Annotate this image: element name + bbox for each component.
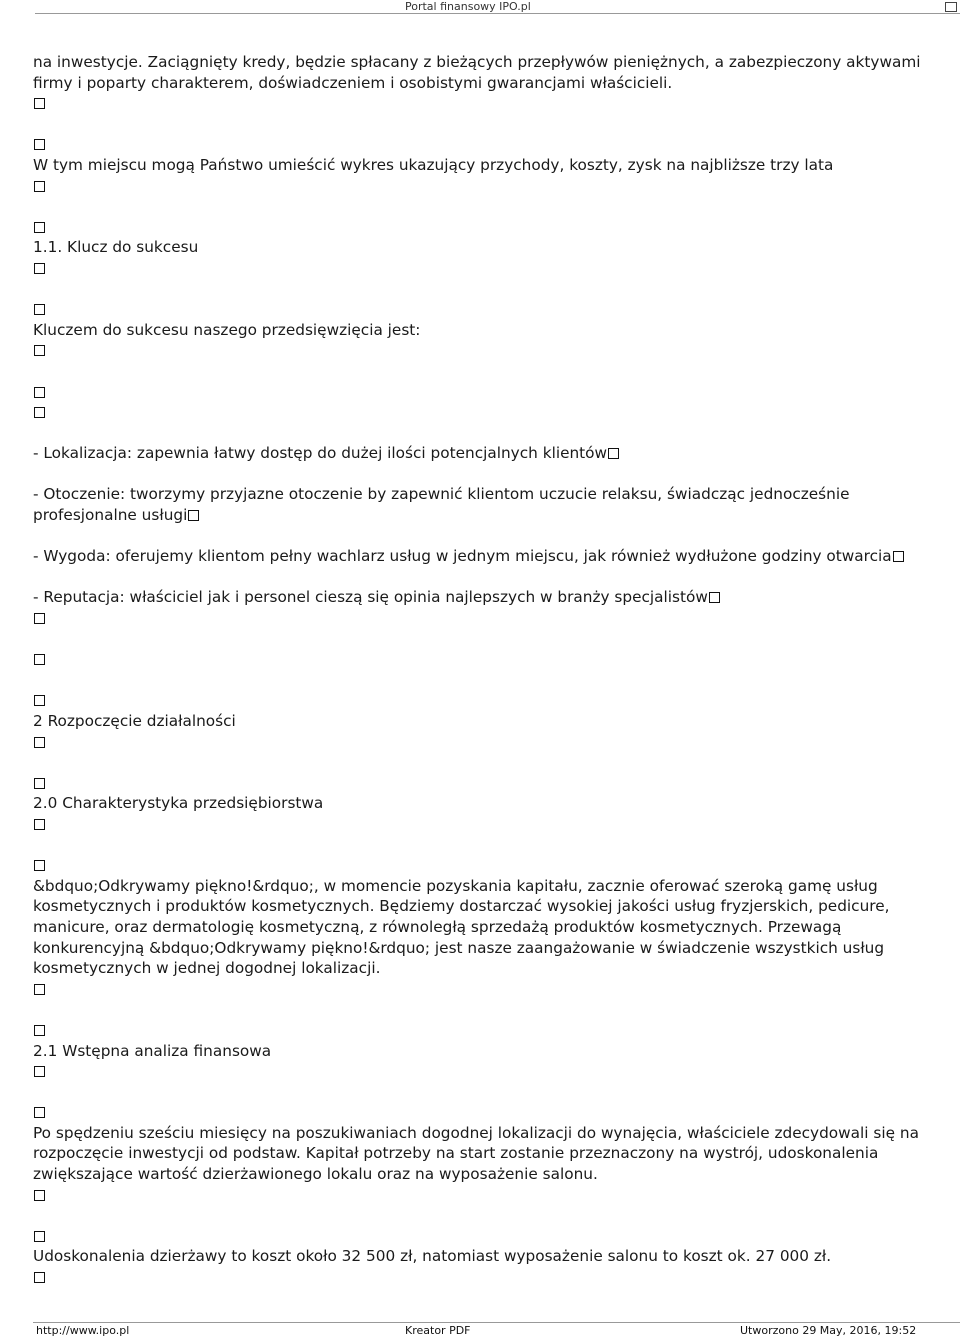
- paragraph-spacer: [33, 114, 928, 135]
- paragraph: [33, 587, 928, 608]
- paragraph-text: 2 Rozpoczęcie działalności: [33, 712, 236, 730]
- missing-glyph-box-icon: [34, 984, 45, 995]
- missing-glyph-line: [33, 299, 928, 320]
- missing-glyph-line: [33, 608, 928, 629]
- paragraph-text: 2.0 Charakterystyka przedsiębiorstwa: [33, 794, 324, 813]
- paragraph-text: Udoskonalenia dzierżawy to koszt około 32 500 zł, natomiast wyposażenie salonu to koszt ok. 27 000 zł.: [33, 1247, 832, 1266]
- missing-glyph-box-icon: [34, 98, 45, 109]
- missing-glyph-box-icon: [34, 613, 45, 624]
- paragraph: [33, 443, 928, 464]
- missing-glyph-box-icon: [34, 1190, 45, 1201]
- missing-glyph-box-icon: [34, 778, 45, 789]
- paragraph-spacer: [33, 361, 928, 382]
- site-name: Portal finansowy IPO.pl: [405, 0, 531, 13]
- paragraph: [33, 711, 928, 732]
- paragraph: [33, 1246, 928, 1267]
- missing-glyph-line: [33, 1061, 928, 1082]
- missing-glyph-line: [33, 773, 928, 794]
- close-box-icon: [945, 2, 957, 12]
- missing-glyph-line: [33, 340, 928, 361]
- missing-glyph-line: [33, 382, 928, 403]
- paragraph: [33, 876, 928, 979]
- missing-glyph-line: [33, 1102, 928, 1123]
- missing-glyph-box-icon: [34, 1272, 45, 1283]
- missing-glyph-line: [33, 134, 928, 155]
- missing-glyph-box-icon: [709, 592, 720, 603]
- paragraph-spacer: [33, 835, 928, 856]
- missing-glyph-box-icon: [34, 1231, 45, 1242]
- missing-glyph-box-icon: [34, 1025, 45, 1036]
- paragraph-spacer: [33, 464, 928, 485]
- missing-glyph-line: [33, 93, 928, 114]
- paragraph: [33, 793, 928, 814]
- missing-glyph-box-icon: [34, 1107, 45, 1118]
- document-body: [33, 52, 928, 1288]
- missing-glyph-box-icon: [34, 181, 45, 192]
- paragraph: [33, 546, 928, 567]
- missing-glyph-box-icon: [34, 860, 45, 871]
- footer-url[interactable]: http://www.ipo.pl: [36, 1324, 130, 1337]
- missing-glyph-line: [33, 979, 928, 1000]
- paragraph-text: Po spędzeniu sześciu miesięcy na poszukiwaniach dogodnej lokalizacji do wynajęcia, właściciele zdecydowali się na rozpoczęcie inwestycji od podstaw. Kapitał potrzeby na start zostanie przeznaczony na wystrój, udoskonalenia zwiększające wartość dzierżawionego lokalu oraz na wyposażenie salonu.: [33, 1123, 919, 1184]
- paragraph-text: - Wygoda: oferujemy klientom pełny wachlarz usług w jednym miejscu, jak również wydłużone godziny otwarcia: [33, 547, 892, 566]
- paragraph-text: Kluczem do sukcesu naszego przedsięwzięcia jest:: [33, 320, 421, 339]
- paragraph: [33, 1041, 928, 1062]
- paragraph-text: - Reputacja: właściciel jak i personel cieszą się opinia najlepszych w branży specjalistów: [33, 588, 708, 607]
- missing-glyph-box-icon: [34, 387, 45, 398]
- missing-glyph-box-icon: [34, 222, 45, 233]
- paragraph-text: W tym miejscu mogą Państwo umieścić wykres ukazujący przychody, koszty, zysk na najbliższe trzy lata: [33, 155, 834, 174]
- paragraph-spacer: [33, 1082, 928, 1103]
- missing-glyph-box-icon: [34, 695, 45, 706]
- page-header: [0, 0, 960, 14]
- missing-glyph-line: [33, 814, 928, 835]
- missing-glyph-line: [33, 217, 928, 238]
- missing-glyph-line: [33, 402, 928, 423]
- missing-glyph-box-icon: [608, 448, 619, 459]
- missing-glyph-box-icon: [34, 304, 45, 315]
- missing-glyph-line: [33, 690, 928, 711]
- footer-rule: [33, 1322, 960, 1323]
- paragraph-spacer: [33, 670, 928, 691]
- header-rule: [35, 13, 960, 14]
- missing-glyph-box-icon: [34, 407, 45, 418]
- missing-glyph-box-icon: [34, 1066, 45, 1077]
- paragraph-text: 2.1 Wstępna analiza finansowa: [33, 1041, 272, 1060]
- paragraph: [33, 237, 928, 258]
- paragraph-spacer: [33, 423, 928, 444]
- missing-glyph-box-icon: [34, 139, 45, 150]
- paragraph: [33, 484, 928, 525]
- paragraph-spacer: [33, 279, 928, 300]
- paragraph-text: - Lokalizacja: zapewnia łatwy dostęp do dużej ilości potencjalnych klientów: [33, 444, 608, 463]
- missing-glyph-box-icon: [188, 510, 199, 521]
- missing-glyph-line: [33, 1267, 928, 1288]
- paragraph-text: &bdquo;Odkrywamy piękno!&rdquo;, w momencie pozyskania kapitału, zacznie oferować szeroką gamę usług kosmetycznych i produktów kosmetycznych. Będziemy dostarczać wysokiej jakości usług fryzjerskich, pedicure, manicure, oraz dermatologię kosmetyczną, z równoległą sprzedażą produktów kosmetycznych. Przewagą konkurencyjną &bdquo;Odkrywamy piękno!&rdquo; jest nasze zaangażowanie w świadczenie wszystkich usług kosmetycznych w jednej dogodnej lokalizacji.: [33, 876, 890, 978]
- paragraph-spacer: [33, 752, 928, 773]
- footer-created-date: Utworzono 29 May, 2016, 19:52: [740, 1324, 917, 1337]
- paragraph-text: 1.1. Klucz do sukcesu: [33, 238, 199, 257]
- paragraph: [33, 52, 928, 93]
- missing-glyph-box-icon: [34, 345, 45, 356]
- page-footer: [0, 1322, 960, 1338]
- paragraph: [33, 1123, 928, 1185]
- missing-glyph-line: [33, 1020, 928, 1041]
- paragraph: [33, 155, 928, 176]
- missing-glyph-line: [33, 1185, 928, 1206]
- missing-glyph-box-icon: [34, 654, 45, 665]
- paragraph-text: na inwestycje. Zaciągnięty kredy, będzie spłacany z bieżących przepływów pieniężnych, a zabezpieczony aktywami firmy i poparty charakterem, doświadczeniem i osobistymi gwarancjami właścicieli.: [33, 53, 921, 92]
- missing-glyph-line: [33, 732, 928, 753]
- paragraph-spacer: [33, 629, 928, 650]
- missing-glyph-line: [33, 176, 928, 197]
- paragraph-spacer: [33, 1205, 928, 1226]
- missing-glyph-line: [33, 258, 928, 279]
- paragraph-spacer: [33, 567, 928, 588]
- paragraph-spacer: [33, 196, 928, 217]
- missing-glyph-line: [33, 855, 928, 876]
- missing-glyph-box-icon: [34, 819, 45, 830]
- paragraph-spacer: [33, 999, 928, 1020]
- paragraph: [33, 320, 928, 341]
- paragraph-spacer: [33, 526, 928, 547]
- footer-generator: Kreator PDF: [405, 1324, 471, 1337]
- missing-glyph-box-icon: [893, 551, 904, 562]
- missing-glyph-line: [33, 1226, 928, 1247]
- missing-glyph-line: [33, 649, 928, 670]
- paragraph-text: - Otoczenie: tworzymy przyjazne otoczenie by zapewnić klientom uczucie relaksu, świadcząc jednocześnie profesjonalne usługi: [33, 485, 850, 525]
- missing-glyph-box-icon: [34, 263, 45, 274]
- missing-glyph-box-icon: [34, 737, 45, 748]
